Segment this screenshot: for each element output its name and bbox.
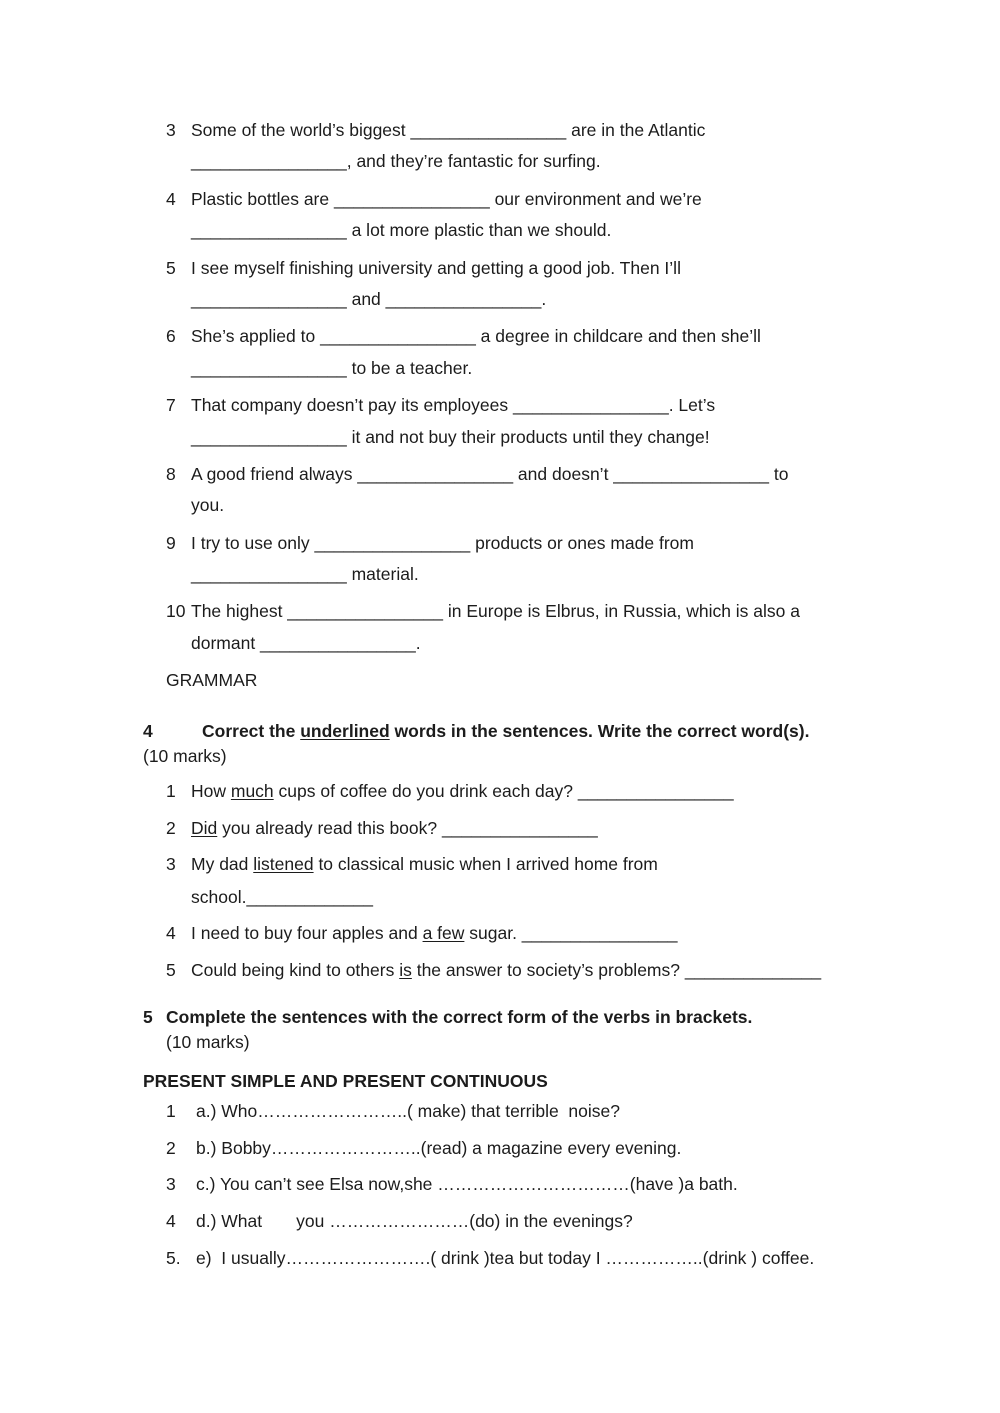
item-text: I try to use only ________________ products or ones made from (191, 533, 694, 553)
item-text: She’s applied to ________________ a degree in childcare and then she’ll (191, 326, 761, 346)
item-text: The highest ________________ in Europe is Elbrus, in Russia, which is also a (191, 601, 800, 621)
item-number: 9 (166, 533, 176, 553)
item-number: 4 (166, 189, 176, 209)
item-text: I see myself finishing university and getting a good job. Then I’ll (191, 258, 681, 278)
underlined-word: much (230, 781, 274, 801)
item-number: 2 (166, 818, 176, 838)
section-instruction: Correct the underlined words in the sentences. Write the correct word(s). (202, 721, 810, 741)
item-text: d.) What you ……………………(do) in the evenings? (196, 1211, 633, 1231)
item-text: That company doesn’t pay its employees ________________. Let’s (191, 395, 716, 415)
section-marks: (10 marks) (143, 746, 227, 766)
item-number: 1 (166, 781, 176, 801)
section-instruction: Complete the sentences with the correct form of the verbs in brackets. (166, 1007, 753, 1027)
item-text-cont: ________________ a lot more plastic than we should. (191, 220, 612, 240)
item-text-cont: ________________ it and not buy their products until they change! (191, 427, 710, 447)
item-text-cont: school._____________ (191, 887, 373, 907)
item-number: 7 (166, 395, 176, 415)
item-number: 1 (166, 1101, 176, 1121)
item-text-cont: you. (191, 495, 225, 515)
item-text: Could being kind to others is the answer to society’s problems? ______________ (191, 960, 822, 980)
item-number: 3 (166, 120, 176, 140)
section-number: 5 (143, 1007, 153, 1027)
item-text: a.) Who……………………..( make) that terrible noise? (196, 1101, 620, 1121)
underlined-word: listened (253, 854, 314, 874)
item-text: A good friend always ________________ and doesn’t ________________ to (191, 464, 789, 484)
item-number: 3 (166, 1174, 176, 1194)
item-number: 5. (166, 1248, 181, 1268)
item-text: e) I usually…………………….( drink )tea but today I ……………..(drink ) coffee. (196, 1248, 815, 1268)
underlined-word: Did (191, 818, 218, 838)
item-text: How much cups of coffee do you drink each day? ________________ (191, 781, 734, 801)
item-text: b.) Bobby……………………..(read) a magazine every evening. (196, 1138, 682, 1158)
item-number: 4 (166, 1211, 176, 1231)
item-number: 5 (166, 258, 176, 278)
item-text: c.) You can’t see Elsa now,she ……………………………(have )a bath. (196, 1174, 738, 1194)
item-text: Plastic bottles are ________________ our environment and we’re (191, 189, 702, 209)
item-text: Did you already read this book? ________________ (191, 818, 598, 838)
item-number: 6 (166, 326, 176, 346)
item-text-cont: ________________, and they’re fantastic for surfing. (191, 151, 601, 171)
item-number: 4 (166, 923, 176, 943)
underlined-word: is (399, 960, 412, 980)
underlined-word: underlined (300, 721, 390, 741)
item-text-cont: dormant ________________. (191, 633, 421, 653)
item-number: 10 (166, 601, 186, 621)
item-number: 5 (166, 960, 176, 980)
section-number: 4 (143, 721, 153, 741)
grammar-heading: GRAMMAR (166, 670, 258, 690)
underlined-word: a few (422, 923, 465, 943)
item-number: 3 (166, 854, 176, 874)
item-text-cont: ________________ to be a teacher. (191, 358, 473, 378)
item-text-cont: ________________ and ________________. (191, 289, 547, 309)
item-text: My dad listened to classical music when I arrived home from (191, 854, 658, 874)
item-text-cont: ________________ material. (191, 564, 419, 584)
item-text: Some of the world’s biggest ________________ are in the Atlantic (191, 120, 706, 140)
item-text: I need to buy four apples and a few sugar. ________________ (191, 923, 678, 943)
item-number: 8 (166, 464, 176, 484)
section-marks: (10 marks) (166, 1032, 250, 1052)
section-subheading: PRESENT SIMPLE AND PRESENT CONTINUOUS (143, 1071, 548, 1091)
item-number: 2 (166, 1138, 176, 1158)
